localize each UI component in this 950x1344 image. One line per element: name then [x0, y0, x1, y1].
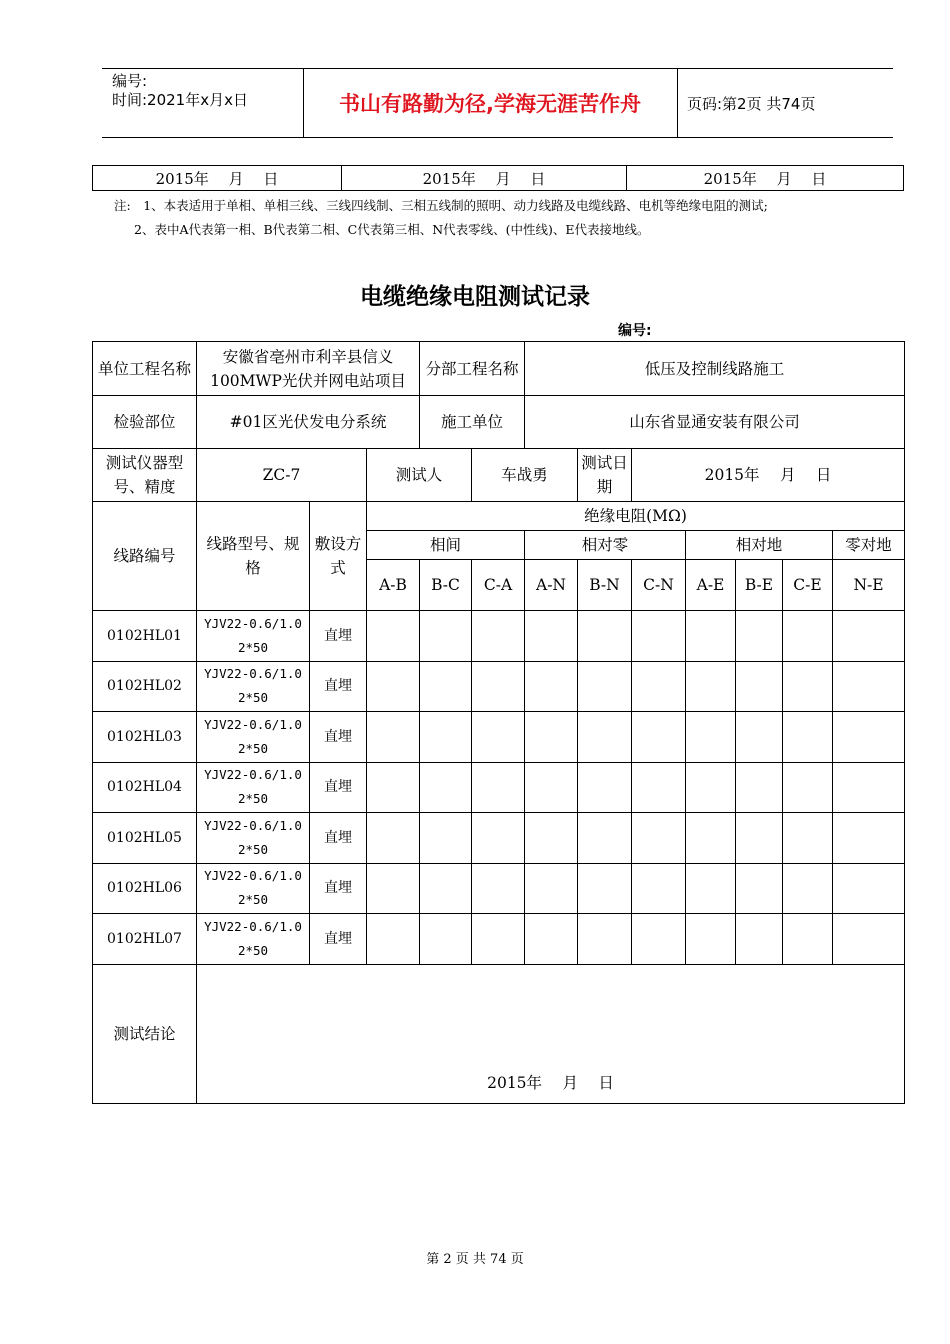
page-header	[102, 68, 893, 138]
reading-cell	[632, 712, 686, 763]
reading-cell	[686, 762, 736, 813]
reading-cell	[736, 661, 783, 712]
unit-project-value: 安徽省亳州市利辛县信义100MWP光伏并网电站项目	[197, 342, 420, 396]
spec-line-2: 2*50	[237, 639, 269, 655]
reading-cell	[632, 914, 686, 965]
reading-cell	[472, 863, 525, 914]
reading-cell	[736, 712, 783, 763]
reading-cell	[783, 712, 833, 763]
col-header-spec: 线路型号、规格	[197, 502, 310, 611]
reading-cell	[578, 914, 632, 965]
reading-cell	[632, 863, 686, 914]
date-cell: 2015年 月 日	[703, 169, 827, 188]
reading-cell	[420, 863, 472, 914]
line-spec	[197, 611, 310, 662]
sub-project-label: 分部工程名称	[420, 342, 525, 396]
reading-cell	[783, 813, 833, 864]
instrument-label: 测试仪器型号、精度	[93, 449, 197, 502]
inspect-part-value: #01区光伏发电分系统	[197, 396, 420, 449]
reading-cell	[686, 611, 736, 662]
page-footer: 第 2 页 共 74 页	[426, 1252, 524, 1267]
contractor-value: 山东省显通安装有限公司	[525, 396, 905, 449]
reading-cell	[420, 712, 472, 763]
reading-cell	[472, 762, 525, 813]
reading-cell	[420, 661, 472, 712]
date-cell: 2015年 月 日	[155, 169, 279, 188]
group-header: 相对地	[686, 531, 833, 560]
signature-date-strip	[92, 165, 904, 191]
reading-cell	[686, 863, 736, 914]
spec-line-1: YJV22-0.6/1.0	[204, 615, 302, 631]
reading-cell	[578, 762, 632, 813]
spec-line-1: YJV22-0.6/1.0	[204, 716, 302, 732]
laying-method: 直埋	[310, 712, 367, 763]
line-id: 0102HL07	[93, 914, 197, 965]
reading-cell	[783, 661, 833, 712]
spec-line-1: YJV22-0.6/1.0	[204, 918, 302, 934]
table-row	[93, 712, 905, 763]
table-row	[93, 611, 905, 662]
reading-cell	[736, 863, 783, 914]
spec-line-1: YJV22-0.6/1.0	[204, 817, 302, 833]
header-code-label: 编号:	[112, 72, 148, 90]
reading-cell	[736, 611, 783, 662]
line-spec	[197, 914, 310, 965]
reading-cell	[367, 611, 420, 662]
reading-cell	[420, 813, 472, 864]
subcol-header: B-E	[736, 560, 783, 611]
subcol-header: A-E	[686, 560, 736, 611]
col-header-line-no: 线路编号	[93, 502, 197, 611]
line-spec	[197, 813, 310, 864]
reading-cell	[525, 712, 578, 763]
reading-cell	[783, 762, 833, 813]
spec-line-2: 2*50	[237, 740, 269, 756]
subcol-header: A-N	[525, 560, 578, 611]
spec-line-2: 2*50	[237, 841, 269, 857]
table-row	[93, 813, 905, 864]
reading-cell	[632, 611, 686, 662]
instrument-value: ZC-7	[197, 449, 367, 502]
reading-cell	[525, 813, 578, 864]
line-id: 0102HL01	[93, 611, 197, 662]
spec-line-1: YJV22-0.6/1.0	[204, 666, 302, 682]
unit-project-label: 单位工程名称	[93, 342, 197, 396]
reading-cell	[472, 914, 525, 965]
conclusion-row	[93, 964, 905, 1103]
tester-label: 测试人	[367, 449, 472, 502]
reading-cell	[420, 762, 472, 813]
note-line-2: 2、表中A代表第一相、B代表第二相、C代表第三相、N代表零线、(中性线)、E代表接地线。	[134, 222, 650, 237]
laying-method: 直埋	[310, 611, 367, 662]
reading-cell	[632, 661, 686, 712]
laying-method: 直埋	[310, 762, 367, 813]
line-id: 0102HL05	[93, 813, 197, 864]
table-row	[93, 661, 905, 712]
form-row-part	[93, 396, 905, 449]
date-cell: 2015年 月 日	[422, 169, 546, 188]
laying-method: 直埋	[310, 914, 367, 965]
reading-cell	[736, 914, 783, 965]
reading-cell	[525, 611, 578, 662]
table-row	[93, 762, 905, 813]
contractor-label: 施工单位	[420, 396, 525, 449]
reading-cell	[783, 863, 833, 914]
reading-cell	[632, 813, 686, 864]
spec-line-2: 2*50	[237, 892, 269, 908]
laying-method: 直埋	[310, 813, 367, 864]
header-meta	[112, 69, 302, 140]
spec-line-2: 2*50	[237, 791, 269, 807]
table-row	[93, 863, 905, 914]
reading-cell	[578, 712, 632, 763]
group-header: 相对零	[525, 531, 686, 560]
line-id: 0102HL04	[93, 762, 197, 813]
laying-method: 直埋	[310, 661, 367, 712]
test-date-value: 2015年 月 日	[632, 449, 905, 502]
line-spec	[197, 863, 310, 914]
reading-cell	[420, 611, 472, 662]
reading-cell	[367, 863, 420, 914]
group-header: 零对地	[833, 531, 905, 560]
reading-cell	[736, 813, 783, 864]
spec-line-2: 2*50	[237, 942, 269, 958]
reading-cell	[420, 914, 472, 965]
line-spec	[197, 762, 310, 813]
sub-project-value: 低压及控制线路施工	[525, 342, 905, 396]
line-spec	[197, 661, 310, 712]
subcol-header: A-B	[367, 560, 420, 611]
spec-line-2: 2*50	[237, 690, 269, 706]
note-line-1: 注: 1、本表适用于单相、单相三线、三线四线制、三相五线制的照明、动力线路及电缆线路、电机等绝缘电阻的测试;	[114, 198, 768, 213]
col-header-insulation: 绝缘电阻(MΩ)	[367, 502, 905, 531]
col-header-laying: 敷设方式	[310, 502, 367, 611]
group-header: 相间	[367, 531, 525, 560]
subcol-header: N-E	[833, 560, 905, 611]
header-motto: 书山有路勤为径,学海无涯苦作舟	[339, 92, 641, 116]
reading-cell	[367, 661, 420, 712]
form-row-unit	[93, 342, 905, 396]
spec-line-1: YJV22-0.6/1.0	[204, 767, 302, 783]
reading-cell	[736, 762, 783, 813]
reading-cell	[367, 712, 420, 763]
reading-cell	[525, 914, 578, 965]
line-spec	[197, 712, 310, 763]
reading-cell	[472, 712, 525, 763]
header-divider	[677, 69, 678, 137]
tester-value: 车战勇	[472, 449, 578, 502]
reading-cell	[472, 813, 525, 864]
reading-cell	[833, 762, 905, 813]
test-date-label: 测试日期	[578, 449, 632, 502]
document-code-no: 编号:	[618, 323, 652, 339]
form-row-instrument	[93, 449, 905, 502]
reading-cell	[783, 611, 833, 662]
conclusion-content	[197, 964, 905, 1103]
reading-cell	[367, 914, 420, 965]
reading-cell	[833, 611, 905, 662]
reading-cell	[686, 712, 736, 763]
insulation-test-table	[92, 341, 905, 1104]
line-id: 0102HL06	[93, 863, 197, 914]
document-title: 电缆绝缘电阻测试记录	[360, 284, 590, 310]
reading-cell	[686, 914, 736, 965]
reading-cell	[686, 661, 736, 712]
header-row-1	[93, 502, 905, 531]
header-time-label: 时间:2021年x月x日	[112, 91, 248, 109]
spec-line-1: YJV22-0.6/1.0	[204, 868, 302, 884]
reading-cell	[367, 762, 420, 813]
reading-cell	[578, 611, 632, 662]
subcol-header: B-C	[420, 560, 472, 611]
reading-cell	[833, 813, 905, 864]
reading-cell	[833, 661, 905, 712]
reading-cell	[472, 611, 525, 662]
reading-cell	[783, 914, 833, 965]
reading-cell	[472, 661, 525, 712]
reading-cell	[833, 712, 905, 763]
conclusion-date: 2015年 月 日	[487, 1073, 614, 1092]
conclusion-label: 测试结论	[93, 964, 197, 1103]
reading-cell	[686, 813, 736, 864]
reading-cell	[578, 661, 632, 712]
subcol-header: B-N	[578, 560, 632, 611]
reading-cell	[833, 914, 905, 965]
table-row	[93, 914, 905, 965]
subcol-header: C-A	[472, 560, 525, 611]
header-page-label: 页码:第2页 共74页	[687, 94, 816, 113]
subcol-header: C-N	[632, 560, 686, 611]
reading-cell	[578, 863, 632, 914]
reading-cell	[632, 762, 686, 813]
reading-cell	[525, 863, 578, 914]
inspect-part-label: 检验部位	[93, 396, 197, 449]
line-id: 0102HL02	[93, 661, 197, 712]
reading-cell	[578, 813, 632, 864]
reading-cell	[367, 813, 420, 864]
reading-cell	[525, 762, 578, 813]
line-id: 0102HL03	[93, 712, 197, 763]
reading-cell	[525, 661, 578, 712]
laying-method: 直埋	[310, 863, 367, 914]
subcol-header: C-E	[783, 560, 833, 611]
reading-cell	[833, 863, 905, 914]
